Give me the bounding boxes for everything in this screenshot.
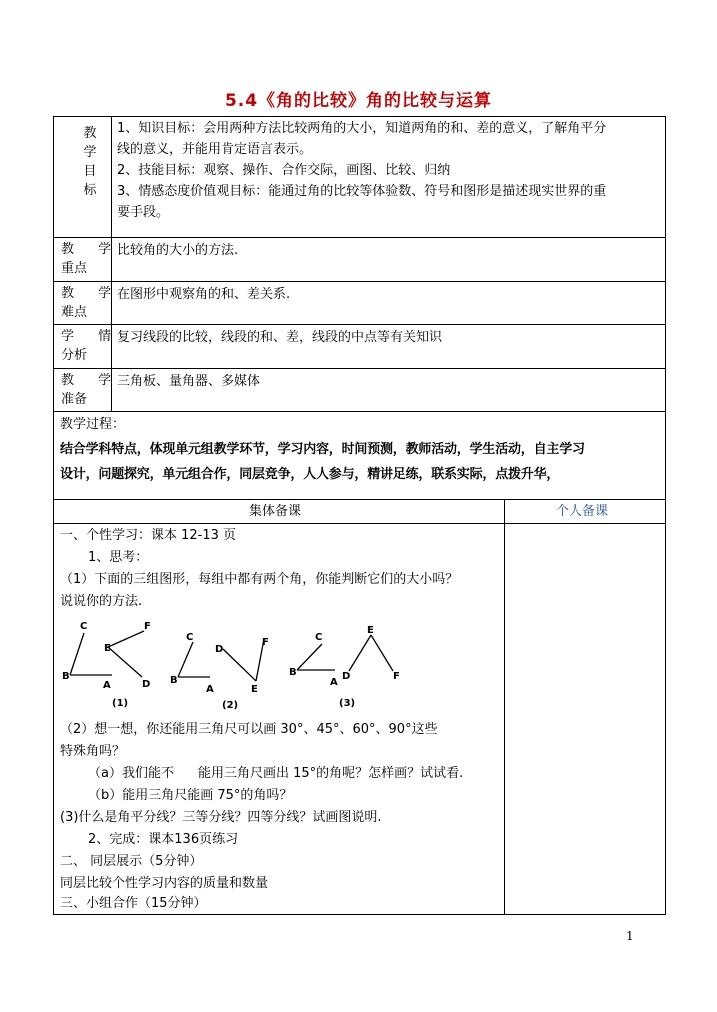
- ray-ef-3: [371, 635, 393, 671]
- question-3: (3)什么是角平分线？三等分线？四等分线？试画图说明.: [60, 810, 382, 825]
- personal-header: 个人备课: [556, 504, 609, 519]
- fig3-label-b: B: [289, 667, 297, 678]
- fig1-label-c: C: [80, 621, 88, 632]
- fig3-label-e: E: [367, 625, 374, 636]
- question-2: （2）想一想，你还能用三角尺可以画 30°、45°、60°、90°这些: [60, 722, 438, 737]
- difficulties-label: 教 学 难点: [61, 286, 122, 320]
- angle-figures: [60, 615, 500, 715]
- ray-bc-1: [70, 633, 84, 675]
- question-1: （1）下面的三组图形，每组中都有两个角，你能判断它们的大小吗？: [60, 572, 459, 587]
- fig1-label-a: A: [103, 680, 111, 691]
- row-divider: [53, 237, 665, 238]
- preparation-label: 教 学 准备: [61, 373, 122, 407]
- collective-header: 集体备课: [249, 504, 302, 519]
- ray-bc-3: [297, 644, 322, 670]
- section-peer-display: 二、 同层展示（5分钟）: [60, 854, 203, 869]
- fig2-label-d: D: [215, 644, 224, 655]
- fig2-label-c: C: [186, 632, 194, 643]
- personal-column-divider: [504, 499, 505, 915]
- fig3-label-a: A: [330, 677, 338, 688]
- key-points-text: 比较角的大小的方法.: [117, 243, 239, 258]
- process-text: 结合学科特点，体现单元组教学环节，学习内容，时间预测，教师活动，学生活动，自主学习 设计，问题探究，单元组合作，同层竞争，人人参与，精讲足练，联系实际，点拨升华，: [60, 442, 585, 482]
- ray-ed-1: [108, 647, 142, 677]
- fig3-label-d: D: [342, 671, 351, 682]
- fig1-label-e: E: [104, 643, 111, 654]
- objectives-text: 1、知识目标：会用两种方法比较两角的大小，知道两角的和、差的意义，了解角平分 线的意义，并能用肯定语言表示。 2、技能目标：观察、操作、合作交际，画图、比较、归纳 3、情感态度价值观目标：能通过角的比较等体验数、符号和图形是描述现实世界的重 要手段。: [117, 121, 607, 220]
- page-number: 1: [626, 929, 634, 943]
- fig1-label-d: D: [142, 679, 151, 690]
- fig3-label-f: F: [393, 671, 400, 682]
- section-individual-study: 一、个性学习：课本 12-13 页: [60, 528, 237, 543]
- row-divider: [53, 499, 665, 500]
- difficulties-text: 在图形中观察角的和、差关系.: [117, 287, 291, 302]
- key-points-label: 教 学 重点: [61, 242, 122, 276]
- ray-bc-2: [178, 642, 193, 677]
- section-group-work: 三、小组合作（15分钟）: [60, 896, 207, 911]
- fig1-label-f: F: [144, 621, 151, 632]
- blank-underline: [175, 767, 197, 777]
- peer-display-text: 同层比较个性学习内容的质量和数量: [60, 876, 269, 891]
- ray-ed-2: [223, 649, 256, 681]
- ray-ef-1: [108, 631, 144, 647]
- fig2-caption: (2): [222, 700, 239, 711]
- fig2-label-b: B: [170, 675, 178, 686]
- fig3-label-c: C: [315, 632, 323, 643]
- preparation-text: 三角板、量角器、多媒体: [117, 374, 261, 389]
- think-label: 1、思考：: [88, 550, 149, 565]
- row-divider: [53, 411, 665, 412]
- question-2b: （b）能用三角尺能画 75°的角吗？: [88, 788, 293, 803]
- page-title: 5.4《角的比较》角的比较与运算: [224, 91, 493, 111]
- question-2a: （a）我们能不 能用三角尺画出 15°的角呢？怎样画？试试看.: [88, 766, 464, 781]
- fig1-caption: (1): [112, 698, 129, 709]
- question-2-cont: 特殊角吗？: [60, 744, 126, 759]
- exercise-task: 2、完成：课本136页练习: [88, 832, 239, 847]
- question-1-cont: 说说你的方法.: [60, 594, 143, 609]
- row-divider: [53, 523, 665, 524]
- ray-ed-3: [349, 635, 371, 671]
- row-divider: [53, 281, 665, 282]
- fig2-label-f: F: [262, 637, 269, 648]
- process-heading: 教学过程：: [60, 417, 126, 432]
- row-divider: [53, 324, 665, 325]
- objectives-label: 教 学 目 标: [83, 126, 97, 198]
- fig3-caption: (3): [339, 698, 356, 709]
- analysis-text: 复习线段的比较，线段的和、差，线段的中点等有关知识: [117, 330, 443, 345]
- analysis-label: 学 情 分析: [61, 329, 122, 363]
- fig2-label-e: E: [251, 684, 258, 695]
- fig1-label-b: B: [62, 671, 70, 682]
- row-divider: [53, 368, 665, 369]
- fig2-label-a: A: [206, 684, 214, 695]
